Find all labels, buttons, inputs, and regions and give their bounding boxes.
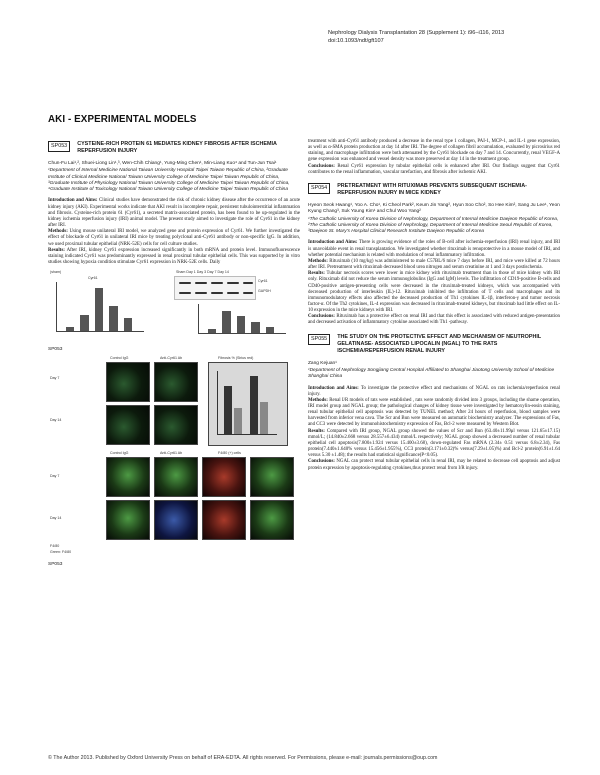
intro-paragraph: Introduction and Aims: Clinical studies have demonstrated the risk of chronic kidney disease after the occurrence of an acute kidney injury (AKI). Experimental works indicate that AKI result in incomplete repair, persistent tubulointerstitial inflammation and fibrosis. Cysteine-rich protein 61 (Cyr61), a secreted matrix-associated protein, has been found to be up-regulated in the kidney ischemia reperfusion injury (IRI) animal model. The present study aimed to investigate the role of Cyr61 in the kidney after IRI. (48, 198, 300, 229)
figure-2-label: SP053 (48, 562, 63, 568)
authors: Hyeon Seok Hwang¹, Yoo A. Cho¹, Ki Cheol Park², Keum Jin Yang², Hyun Soo Cho², So Hee Kim², Sang Ju Lee¹, Yeon Kyung Chang³, Suk Young Kim¹ and Chul Woo Yang² (308, 202, 560, 215)
micrograph (250, 457, 294, 497)
abstract-header-sp053 (48, 141, 300, 155)
fig2-row-day7: Day 7 (50, 376, 60, 381)
left-column (48, 141, 300, 567)
figure-bar (237, 316, 246, 334)
right-column (308, 31, 560, 472)
micrograph (106, 457, 150, 497)
figure-bar (266, 327, 275, 333)
fig2-row-day14: Day 14 (50, 418, 62, 423)
intro-paragraph: Introduction and Aims: There is growing evidence of the roles of B-cell after ischemia-reperfusion (IRI) renal injury, and IRI is unavoidable event in renal transplantation. We investigated whether rituximab is renoprotective in a mouse model of IRI, and whether potential mechanism is related with modulation of renal inflammatory infiltration. (308, 240, 561, 258)
journal-citation: Nephrology Dialysis Transplantation 28 (Supplement 1): i96–i116, 2013 (328, 30, 505, 36)
abstract-header-sp054 (308, 183, 560, 197)
affiliations: ¹Department of Internal Medicine National Taiwan University Hospital Taipei Taiwan Republic of China, ²Graduate Institute of Clinical Medicine National Taiwan University College of Medicine Taipei Taiwan Republic of China, ³Graduate Institute of Physiology National Taiwan University College of Medicine Taipei Taiwan Republic of China, ⁴Graduate Institute of Toxicology National Taiwan University College of Medicine Taipei Taiwan Republic of China (48, 168, 290, 193)
blot-row-cyr61: Cyr61 (258, 279, 268, 284)
micrograph (154, 457, 198, 497)
figure-bar (95, 288, 104, 331)
micrograph (202, 500, 246, 540)
affiliations: ¹Department of Nephrology Songjiang Central Hospital Affiliated to Shanghai Jiaotong University School of Medicine Shanghai China (308, 367, 555, 380)
section-title: AKI - EXPERIMENTAL MODELS (48, 114, 197, 125)
micrograph (250, 500, 294, 540)
fig2-legend-2: Green: F4/80 (50, 550, 72, 555)
abstract-title: THE STUDY ON THE PROTECTIVE EFFECT AND MECHANISM OF NEUTROPHIL GELATINASE- ASSOCIATED LIPOCALIN (NGAL) TO THE RATS ISCHEMIA/REPERFUSION RENAL INJURY (337, 333, 542, 354)
fig1-panel-a-sub: Cyr61 (88, 276, 98, 281)
results-paragraph: Results: After IRI, kidney Cyr61 expression increased significantly in both mRNA and protein level. Immunofluorescence staining indicated Cyr61 was predominantly expressed in renal proximal tubular epithelial cells. This was supported by in vitro studies showing hypoxia condition stimulate Cyr61 expression in NRK-52E cells. Daily (48, 247, 300, 266)
fig2-head-5: Anti-Cyr61 Ab (160, 451, 183, 456)
figure-bar (66, 327, 75, 332)
abstract-id: SP054 (308, 183, 330, 194)
fig2-row-day14b: Day 14 (50, 516, 62, 521)
fig2-head-2: Anti-Cyr61 Ab (160, 356, 183, 361)
figure-2 (48, 356, 300, 562)
results-paragraph: Results: Compared with IRI group, NGAL group showed the values of Scr and Bun (63.40±11.99μl versus 121.65±17.15) mmol/L; (14.840±2.668 versus 28.557±6.434) mmol/L respectively; NGAL group showed a decreased number of renal tubular epithelial cell apoptosis(7.800±1.924 versus 15.400±3.68), down-regulated Fas mRNA (2.34± 0.51 versus 6.8±2.34), Fas protein(7.440±1.640% versus 15.456±1.955%), CC3 protein(3.171±0.32)% versus(7.29±1.05)%) and Bcl-2 protein(6.91±1.64 versus 5.30 ±1.48); the results had statistical significance(P<0.05). (308, 428, 560, 459)
doi: doi:10.1093/ndt/gft107 (328, 38, 384, 44)
micrograph (154, 362, 198, 402)
fig2-head-3: Fibrosis % (Sirius red) (218, 356, 254, 361)
western-blot (174, 276, 256, 300)
figure-bar (109, 306, 118, 331)
abstract-id: SP053 (48, 141, 70, 152)
fig1-panel-b-head: Sham Day 1 Day 3 Day 7 Day 14 (176, 270, 229, 275)
fig1-bar-axis-right (198, 304, 286, 334)
methods-paragraph: Methods: Using mouse unilateral IRI model, we analyzed gene and protein expression of Cyr61. We further investigated the effect of blockade of Cyr61 in unilateral IRI mice by treating polyclonal anti-Cyr61 antibody or non-specific IgG. In addition, we used proximal tubular epithelial (NRK-52E) cells for cell culture studies. (48, 229, 300, 247)
figure-bar (208, 329, 217, 333)
figure-1 (48, 270, 300, 345)
affiliations: ¹The Catholic University of Korea Division of Nephrology, Department of Internal Medicine Daejeon Republic of Korea, ²The Catholic University of Korea Division of Nephrology, Department of Internal Medicine Seoul Republic of Korea, ³Daejeon St. Mary's Hospital Clinical Research Institute Daejeon Republic of Korea (308, 216, 559, 235)
micrograph (154, 405, 198, 445)
authors: Chun-Fu Lai¹,², Shuei-Liong Lin¹,³, Wen-Chih Chiang¹, Yung-Ming Chen¹, Min-Liang Kuo⁴ and Tun-Jun Tsai¹ (48, 161, 277, 166)
methods-paragraph: Methods: Renal I/R models of rats were established , rats were randomly divided into 3 groups, including the shame operation, IRI model group and NGAL group; the pathological changes of kidney tissue were investigated by hematoxylin-eosin staining, renal tubular epithelial cell apoptosis was detected by TUNEL method; After 24 hours of reperfusion, blood samples were harvested from inferior vena cava. The Scr and Bun were measured on automatic biochemistry analyzer. The expressions of Fas, and CC3 were detected by immunohistochemistry expression of Fas, Bcl-2 were measured by Western Blot. (308, 397, 560, 428)
fig2-head-6: F4/80 (+) cells (218, 451, 241, 456)
abstract-id: SP055 (308, 334, 330, 345)
copyright-footer: © The Author 2013. Published by Oxford University Press on behalf of ERA-EDTA. All rights reserved. For Permissions, please e-mail: journals.permissions@oup.com (48, 755, 438, 761)
micrograph (106, 362, 150, 402)
conclusions-paragraph: Conclusions: Rituximab has a protective effect on renal IRI and that this effect is associated with reduced antigen-presentation and decreased activation of inflammatory cytokine associated with Th1 -pathway. (308, 314, 560, 326)
micrograph (106, 500, 150, 540)
abstract-title: PRETREATMENT WITH RITUXIMAB PREVENTS SUBSEQUENT ISCHEMIA-REPERFUSION INJURY IN MICE KIDNEY (337, 182, 527, 196)
fig2-head-4: Control IgG (110, 451, 129, 456)
fig2-head-1: Control IgG (110, 356, 129, 361)
figure-bar (80, 315, 89, 331)
abstract-title: CYSTEINE-RICH PROTEIN 61 MEDIATES KIDNEY FIBROSIS AFTER ISCHEMIA REPERFUSION INJURY (77, 141, 277, 154)
figure-1-label: SP053 (48, 347, 63, 353)
fig1-bar-axis-left (56, 282, 144, 332)
methods-paragraph: Methods: Rituximab (10 mg/kg) was administered to male C57BL/6 mice 7 days before IRI, and mice were killed at 72 hours after IRI. Pretreatment with rituximab decreased blood urea nitrogen and serum creatinine at 1 and 3 days postischemia. (308, 258, 560, 271)
figure-bar (222, 311, 231, 334)
results-paragraph: Results: Tubular necrosis scores were lower in mice kidney with rituximab treatment than in those of mice kidney with IRI only. Rituximab did not reduce the serum immunoglobulins (IgG and IgM) levels. The infiltration of CD19-positive B-cells and CD40-positive antigen-presenting cells were decreased in the rituximab-treated kidneys, which was accompanied with decreased production of interleukin (IL)-12. Rituximab inhibited the infiltration of T cells and macrophages and its immunomodulatory effects also affected the decreased production of Th1 cytokines IL-1β, interferon-γ and tumor necrosis factor-α. Of the Th2 cytokines, IL-4 expression was decreased in rituximab-treated kidneys, but rituximab had little effect on IL-10 expression in the mice kidneys with IRI. (308, 271, 560, 314)
intro-paragraph: Introduction and Aims: To investigate the protective effect and mechanisms of NGAL on rats ischemia/reperfusion renal injury. (308, 385, 561, 397)
authors: Zang Kejuan¹ (308, 360, 337, 366)
figure-bar (251, 322, 260, 333)
micrograph (154, 500, 198, 540)
sp053-continued-paragraph: treatment with anti-Cyr61 antibody produced a decrease in the renal type 1 collagen, PAI-1, MCP-1, and IL-1 gene expression, as well as α-SMA protein production at day 14 after IRI. The degree of collagen fibril accumulation, evaluated by picrosirius red staining, and macrophage infiltration were both attenuated by the Cyr61 blockade on day 7 and 14. Concurrently, renal VEGF-A gene expression was enhanced and vessel density was more preserved at day 14 in the treatment group. (308, 139, 560, 163)
micrograph (106, 405, 150, 445)
blot-row-gapdh: GAPDH (258, 289, 271, 294)
fig2-legend-1: F4/80 (50, 544, 60, 549)
fibrosis-bar-chart (208, 362, 288, 446)
figure-bar (124, 318, 133, 332)
fig1-panel-a-label: (sham) (50, 270, 62, 275)
conclusions-paragraph: Conclusions: NGAL can protect renal tubular epithelial cells in renal IRI, may be related to decrease cell apoptosis and adjust protein expression by apoptosis-regulating cytokines,thus protect renal from I/R injury. (308, 459, 560, 471)
sp053-conclusions: Conclusions: Renal Cyr61 expression by tubular epithelial cells is enhanced after IRI. Our findings suggest that Cyr61 contributes to the renal inflammation, vascular rarefaction, and fibrosis after ischemic AKI. (308, 163, 560, 175)
micrograph (202, 457, 246, 497)
abstract-header-sp055 (308, 334, 560, 355)
fig2-row-day7b: Day 7 (50, 474, 60, 479)
